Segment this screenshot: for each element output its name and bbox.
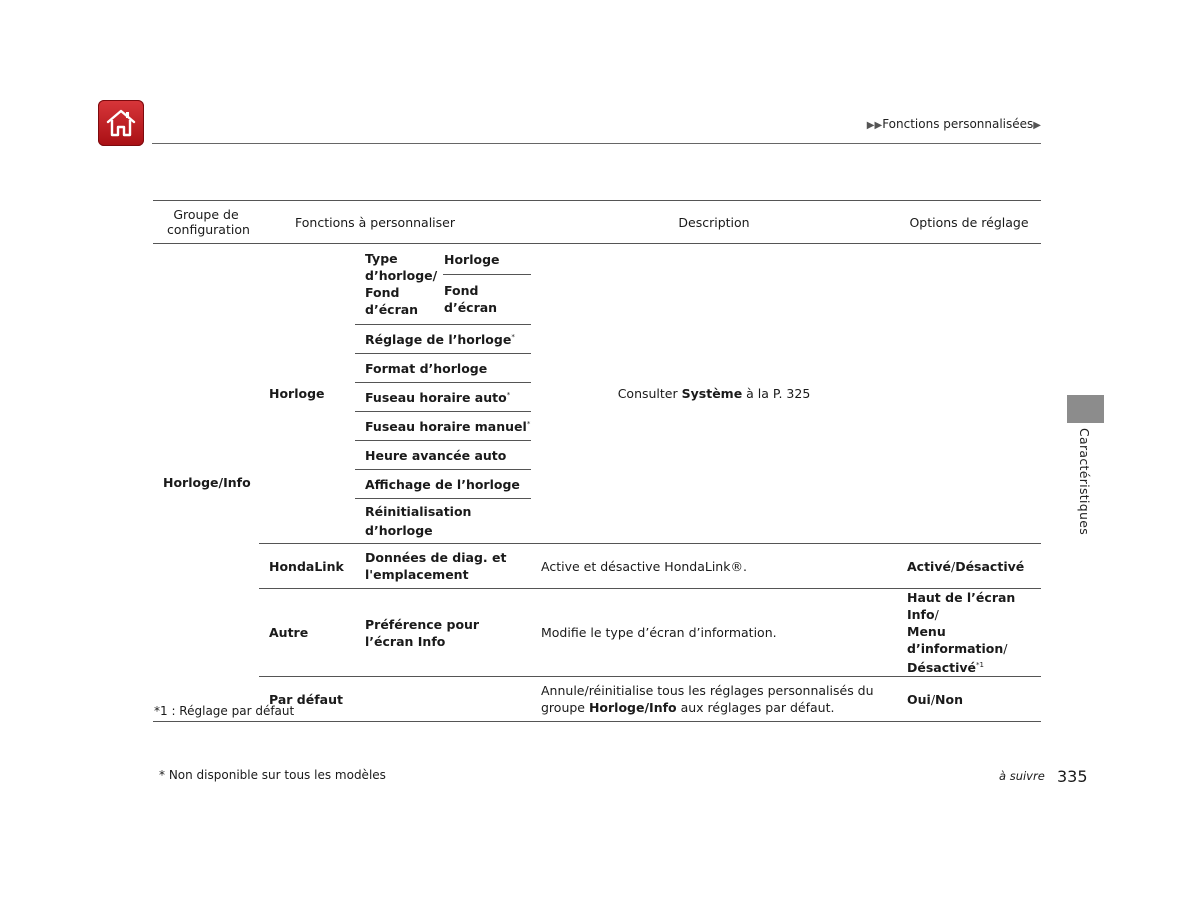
header-description: Description — [678, 214, 750, 230]
footnote-default-setting: *1 : Réglage par défaut — [154, 704, 295, 718]
par-defaut-sub-empty — [355, 677, 531, 722]
breadcrumb[interactable] — [867, 117, 1041, 131]
setting-item: Format d’horloge — [355, 354, 531, 383]
autre-options: Haut de l’écran Info/ Menu d’information/ Désactivé$^{*1}$ — [907, 590, 1016, 676]
horloge-options-empty — [897, 244, 1041, 544]
setting-item: Réinitialisation d’horloge — [355, 499, 531, 544]
breadcrumb-arrow-icon: ▶ — [1033, 120, 1041, 131]
header-group: Groupe de configuration — [167, 207, 250, 237]
setting-item: Heure avancée auto — [355, 441, 531, 470]
setting-item: Fuseau horaire manuel* — [355, 412, 531, 441]
autre-description: Modifie le type d’écran d’information. — [541, 625, 777, 641]
home-button[interactable] — [98, 100, 144, 146]
clock-type-label: Type d’horloge/ Fond d’écran — [365, 251, 438, 317]
function-hondalink: HondaLink — [269, 558, 344, 574]
footnote-availability: * Non disponible sur tous les modèles — [159, 768, 386, 782]
breadcrumb-arrows-icon: ▶▶ — [866, 120, 883, 131]
section-tab-label: Caractéristiques — [1077, 428, 1092, 536]
hondalink-description: Active et désactive HondaLink®. — [541, 558, 747, 574]
setting-item: Réglage de l’horloge* — [355, 325, 531, 354]
page-number: 335 — [1057, 767, 1088, 786]
section-tab-marker[interactable] — [1067, 395, 1104, 423]
header-rule — [152, 143, 1041, 144]
hondalink-options: Activé/Désactivé — [907, 558, 1025, 574]
clock-type-option-horloge: Horloge — [444, 252, 500, 267]
function-horloge: Horloge — [269, 386, 325, 401]
autre-sub: Préférence pour l’écran Info — [365, 616, 480, 649]
function-autre: Autre — [269, 625, 309, 641]
function-par-defaut: Par défaut — [269, 691, 343, 707]
setting-item: Fuseau horaire auto* — [355, 383, 531, 412]
clock-type-options — [443, 244, 531, 325]
group-horloge-info: Horloge/Info — [163, 475, 251, 491]
header-function: Fonctions à personnaliser — [295, 214, 455, 230]
clock-type-option-fond: Fond d’écran — [443, 274, 531, 323]
home-icon — [105, 107, 137, 139]
setting-item: Affichage de l’horloge — [355, 470, 531, 499]
par-defaut-description: Annule/réinitialise tous les réglages personnalisés du groupe Horloge/Info aux réglages par défaut. — [541, 683, 874, 716]
continued-label: à suivre — [999, 769, 1045, 783]
par-defaut-options: Oui/Non — [907, 691, 963, 707]
breadcrumb-text: Fonctions personnalisées — [882, 117, 1034, 131]
page-ref-link[interactable]: P. 325 — [772, 386, 811, 401]
hondalink-sub: Données de diag. et l'emplacement — [365, 550, 507, 582]
settings-table — [153, 200, 1041, 722]
horloge-description: Consulter Système à la P. 325 — [617, 386, 811, 401]
header-options: Options de réglage — [909, 214, 1029, 230]
